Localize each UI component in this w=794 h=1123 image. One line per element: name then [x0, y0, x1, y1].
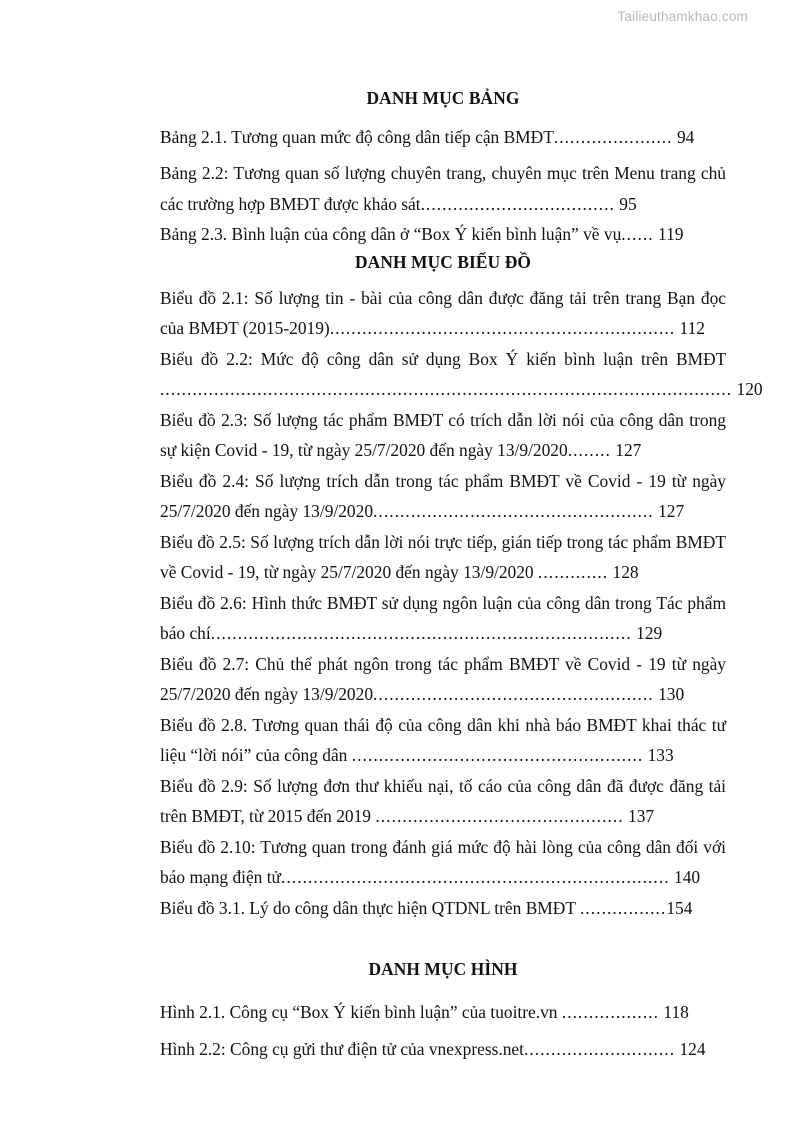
dot-leader: ....................................: [420, 193, 615, 214]
page-number: 133: [647, 745, 674, 766]
page-number: 120: [736, 379, 763, 400]
list-item: [160, 122, 726, 153]
entry-text: Biểu đồ 2.2: Mức độ công dân sử dụng Box Ý kiến bình luận trên BMĐT: [160, 348, 726, 369]
dot-leader: .............: [538, 562, 609, 583]
dot-leader: ......................................................: [351, 745, 644, 766]
dot-leader: ....................................................: [373, 501, 654, 522]
dot-leader: ............................: [523, 1038, 676, 1059]
entry-text: Biểu đồ 2.3: Số lượng tác phẩm BMĐT có trích dẫn lời nói của công dân trong sự kiện Covid - 19, từ ngày 25/7/2020 đến ngày 13/9/2020: [160, 409, 726, 461]
section-heading-danh-muc-hinh: DANH MỤC HÌNH: [368, 959, 518, 980]
dot-leader: ......: [621, 224, 654, 245]
page-number: 130: [658, 684, 685, 705]
entry-tail: [562, 1002, 689, 1022]
page-number: 127: [658, 501, 685, 522]
list-item: [160, 588, 726, 649]
page-number: 128: [612, 562, 639, 583]
site-watermark: Tailieuthamkhao.com: [617, 9, 748, 24]
entry-tail: [373, 501, 684, 521]
dot-leader: ..............................................................................: [210, 623, 632, 644]
page-number: 127: [615, 440, 642, 461]
entry-tail: [330, 318, 705, 338]
entry-text: Biểu đồ 2.7: Chủ thể phát ngôn trong tác phẩm BMĐT về Covid - 19 từ ngày 25/7/2020 đến ngày 13/9/2020: [160, 653, 726, 705]
entry-text: Biểu đồ 2.10: Tương quan trong đánh giá mức độ hài lòng của công dân đối với báo mạng điện tử: [160, 836, 726, 888]
entry-tail: [554, 127, 695, 147]
page-number: 140: [674, 867, 701, 888]
page-number: 95: [619, 193, 637, 214]
page-number: 112: [679, 318, 705, 339]
page-number: 94: [676, 126, 695, 147]
dot-leader: ........: [567, 440, 611, 461]
entry-text: Biểu đồ 2.8. Tương quan thái độ của công dân khi nhà báo BMĐT khai thác tư liệu “lời nói” của công dân: [160, 714, 726, 766]
entry-text: Biểu đồ 2.1: Số lượng tin - bài của công dân được đăng tải trên trang Bạn đọc của BMĐT (2015-2019): [160, 287, 726, 339]
list-item: [160, 710, 726, 771]
list-item: [160, 466, 726, 527]
entry-text: Biểu đồ 2.6: Hình thức BMĐT sử dụng ngôn luận của công dân trong Tác phẩm báo chí: [160, 592, 726, 644]
list-item: [160, 344, 763, 405]
entry-tail: [538, 562, 639, 582]
entry-text: Biểu đồ 3.1. Lý do công dân thực hiện QTDNL trên BMĐT: [160, 897, 580, 918]
entry-tail: [160, 379, 763, 399]
list-item: [160, 649, 726, 710]
dot-leader: ................................................................: [329, 318, 676, 339]
entry-tail: [421, 194, 637, 214]
entry-text: Biểu đồ 2.5: Số lượng trích dẫn lời nói trực tiếp, gián tiếp trong tác phẩm BMĐT về Covid - 19, từ ngày 25/7/2020 đến ngày 13/9/2020: [160, 531, 726, 583]
entry-tail: [524, 1039, 706, 1059]
entry-text: Bảng 2.2: Tương quan số lượng chuyên trang, chuyên mục trên Menu trang chủ các trường hợp BMĐT được khảo sát: [160, 163, 726, 214]
page-number: 124: [679, 1038, 706, 1059]
document-page: [160, 0, 763, 1064]
list-item: [160, 1034, 726, 1065]
list-item: [160, 405, 726, 466]
list-item: [160, 283, 726, 344]
entry-tail: [211, 623, 662, 643]
section-heading-danh-muc-bieu-do: DANH MỤC BIỂU ĐỒ: [355, 251, 531, 272]
entry-tail: [375, 806, 654, 826]
entry-tail: [580, 898, 692, 918]
page-number: 137: [628, 806, 655, 827]
dot-leader: ....................................................: [373, 684, 654, 705]
page-number: 119: [658, 224, 684, 245]
dot-leader: ..................: [561, 1002, 660, 1023]
entry-text: Bảng 2.3. Bình luận của công dân ở “Box Ý kiến bình luận” về vụ: [160, 224, 622, 245]
entry-text: Biểu đồ 2.9: Số lượng đơn thư khiếu nại, tố cáo của công dân đã được đăng tải trên BMĐT, từ 2015 đến 2019: [160, 775, 726, 827]
dot-leader: ..........................................................................................................: [160, 379, 733, 400]
list-item: [160, 893, 726, 924]
entry-text: Hình 2.2: Công cụ gửi thư điện tử của vnexpress.net: [160, 1038, 524, 1059]
page-number: 129: [636, 623, 663, 644]
page-number: 154: [666, 897, 693, 918]
entry-tail: [352, 745, 674, 765]
section-heading-danh-muc-bang: DANH MỤC BẢNG: [366, 88, 520, 108]
entry-text: Bảng 2.1. Tương quan mức độ công dân tiếp cận BMĐT: [160, 126, 554, 147]
dot-leader: ......................: [553, 126, 673, 147]
dot-leader: ..............................................: [375, 806, 624, 827]
entry-tail: [568, 440, 642, 460]
list-item: [160, 997, 726, 1028]
dot-leader: ................: [579, 897, 667, 918]
entry-text: Hình 2.1. Công cụ “Box Ý kiến bình luận” của tuoitre.vn: [160, 1002, 562, 1023]
entry-tail: [621, 224, 683, 244]
dot-leader: ........................................................................: [281, 867, 670, 888]
list-item: [160, 771, 726, 832]
list-item: [160, 219, 726, 250]
entry-tail: [373, 684, 684, 704]
list-item: [160, 158, 726, 219]
entry-tail: [281, 867, 700, 887]
list-item: [160, 527, 726, 588]
entry-text: Biểu đồ 2.4: Số lượng trích dẫn trong tác phẩm BMĐT về Covid - 19 từ ngày 25/7/2020 đến ngày 13/9/2020: [160, 470, 726, 522]
list-item: [160, 832, 726, 893]
page-number: 118: [663, 1002, 689, 1023]
